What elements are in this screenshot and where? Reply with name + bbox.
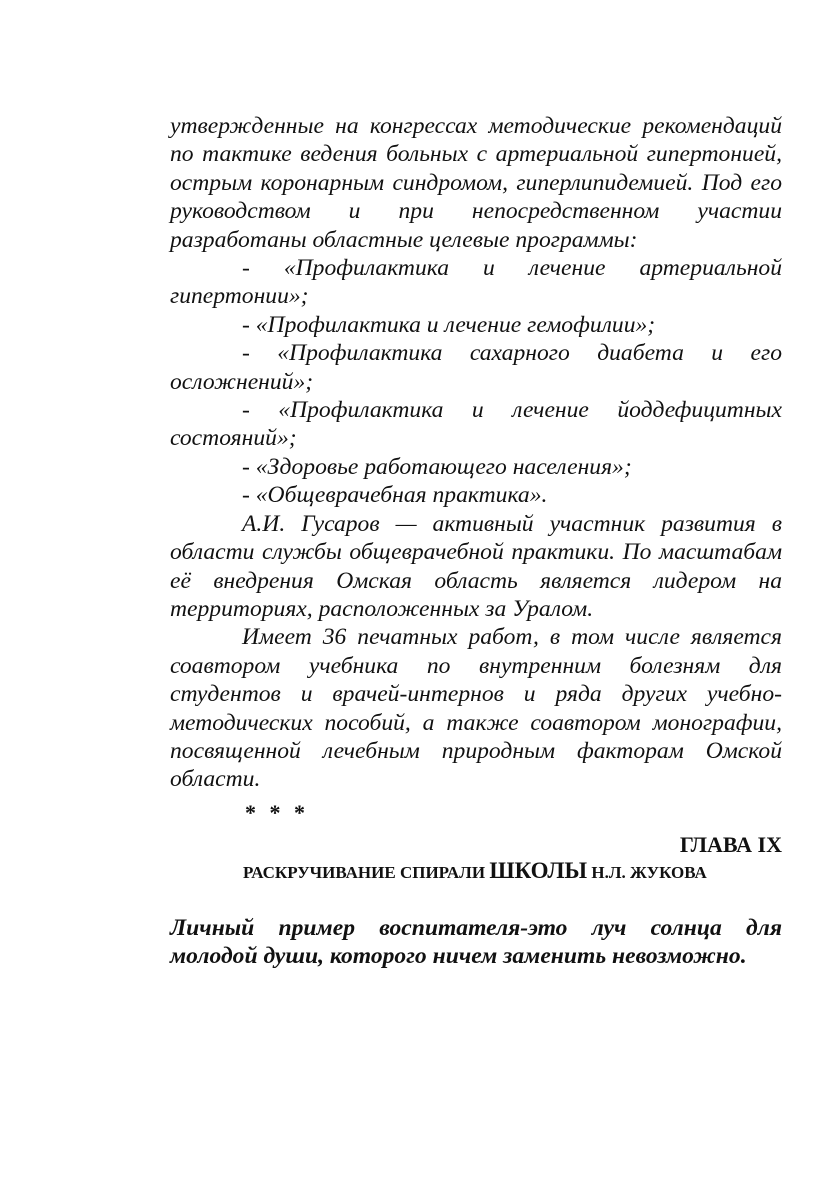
section-separator: * * * xyxy=(245,800,309,825)
paragraph-programs-intro: утвержденные на конгрессах методические рекомендаций по тактике ведения больных с артериальной гипертонией, острым коронарным синдромом, гиперлипидемией. Под его руководством и при непосредственном участии разработаны областные целевые программы: xyxy=(170,113,782,253)
page-body xyxy=(170,112,782,794)
list-item: - «Общеврачебная практика». xyxy=(242,482,548,509)
chapter-title-part2: Н.Л. ЖУКОВА xyxy=(587,863,707,882)
list-item: - «Профилактика сахарного диабета и его осложнений»; xyxy=(170,340,782,395)
epigraph: Личный пример воспитателя-это луч солнца для молодой души, которого ничем заменить невозможно. xyxy=(170,915,782,970)
chapter-title xyxy=(243,858,707,884)
list-item: - «Профилактика и лечение йоддефицитных состояний»; xyxy=(170,397,782,452)
paragraph-publications: Имеет 36 печатных работ, в том числе является соавтором учебника по внутренним болезням для студентов и врачей-интернов и ряда других учебно-методических пособий, а также соавтором монографии, посвященной лечебным природным факторам Омской области. xyxy=(170,624,782,793)
chapter-number: ГЛАВА IX xyxy=(679,832,782,857)
list-item: - «Здоровье работающего населения»; xyxy=(242,453,632,480)
chapter-title-part1: РАСКРУЧИВАНИЕ СПИРАЛИ xyxy=(243,863,490,882)
chapter-title-emphasis: ШКОЛЫ xyxy=(489,858,588,883)
list-item: - «Профилактика и лечение артериальной гипертонии»; xyxy=(170,255,782,310)
list-item: - «Профилактика и лечение гемофилии»; xyxy=(242,311,656,338)
paragraph-gusarov: А.И. Гусаров — активный участник развития в области службы общеврачебной практики. По масштабам её внедрения Омская область является лидером на территориях, расположенных за Уралом. xyxy=(170,510,782,622)
